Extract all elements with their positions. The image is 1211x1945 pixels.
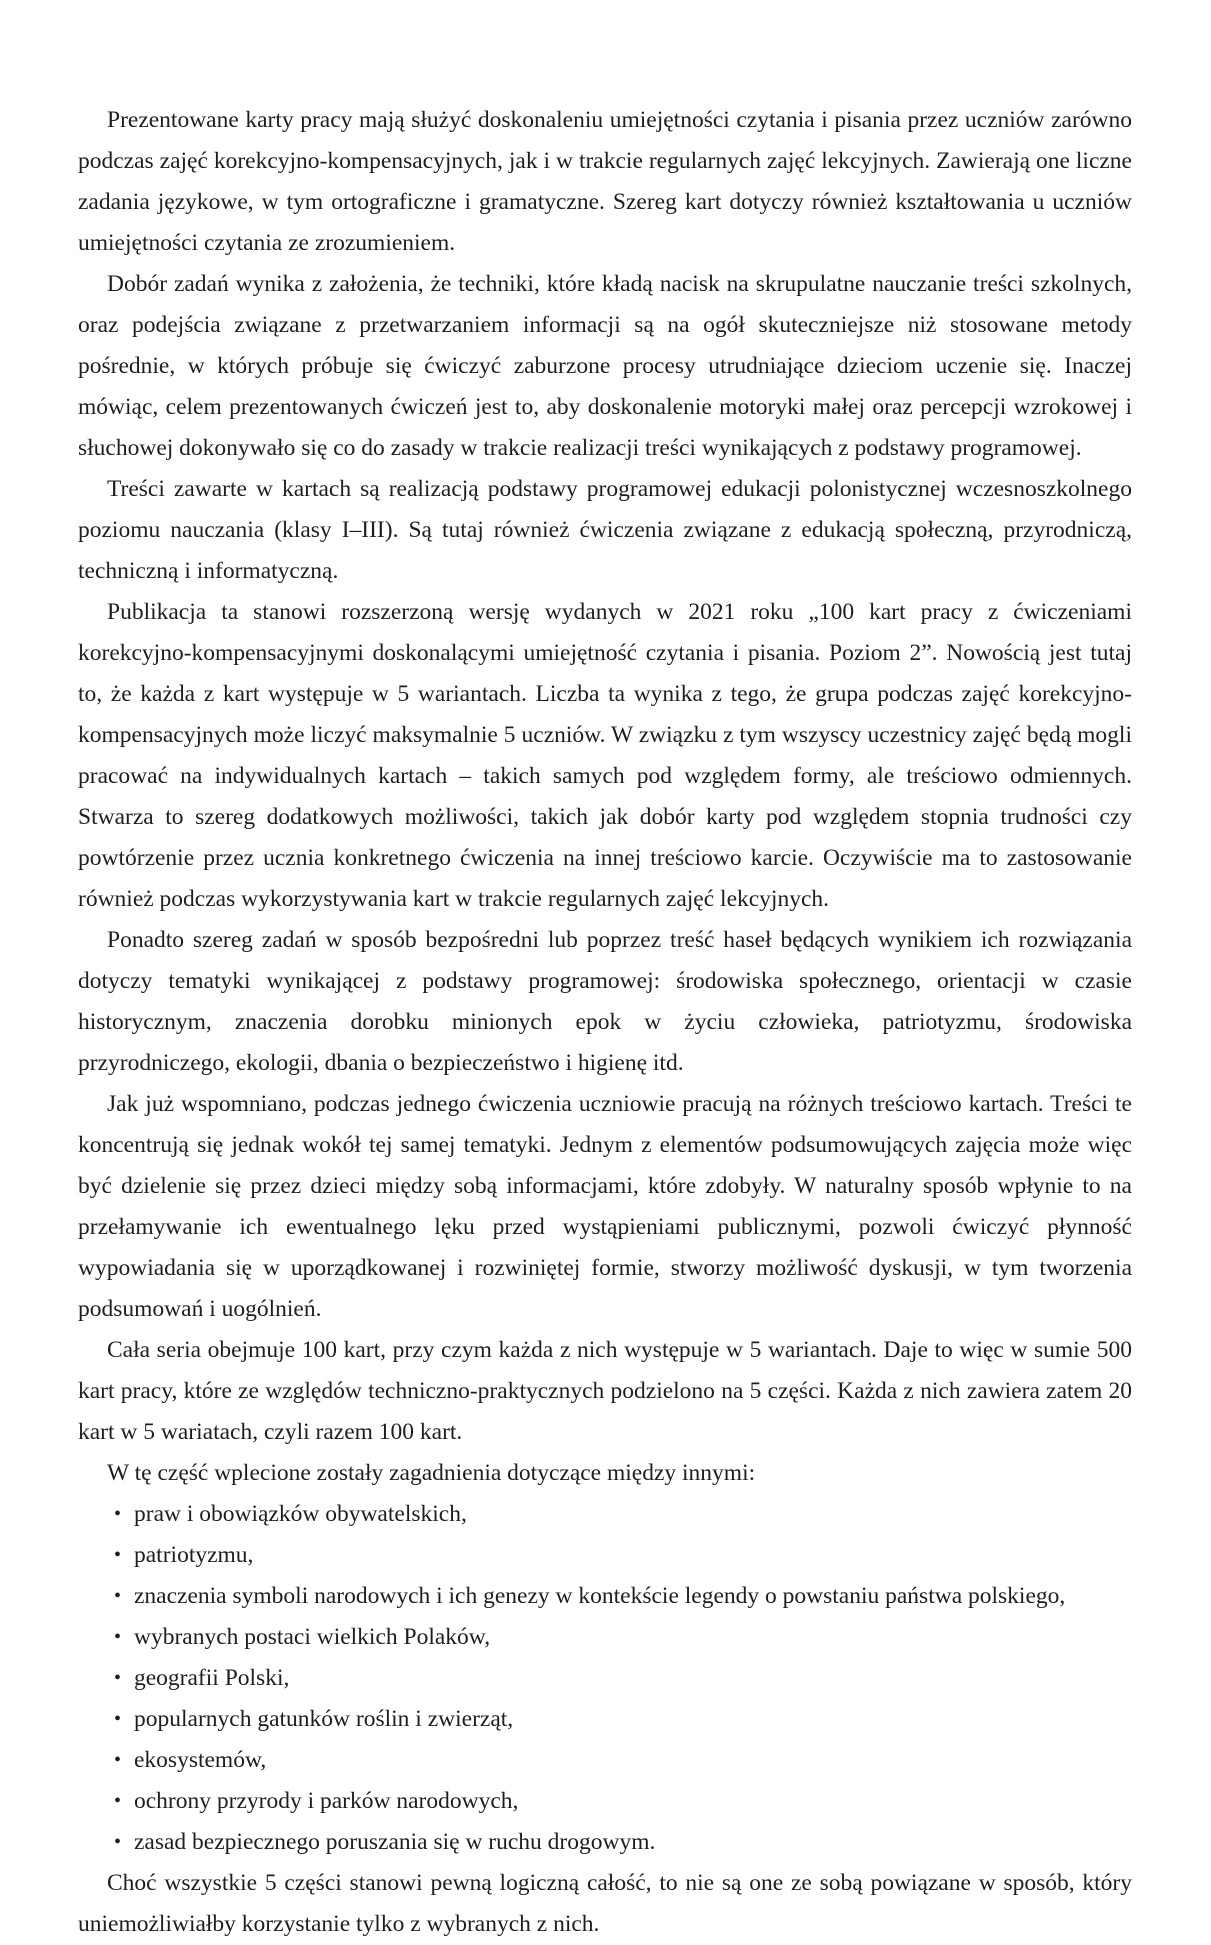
bullet-item: • patriotyzmu,	[78, 1535, 1132, 1576]
paragraph: Dobór zadań wynika z założenia, że techniki, które kładą nacisk na skrupulatne nauczanie treści szkolnych, oraz podejścia związane z przetwarzaniem informacji są na ogół skuteczniejsze niż stosowane metody pośrednie, w których próbuje się ćwiczyć zaburzone procesy utrudniające dzieciom uczenie się. Inaczej mówiąc, celem prezentowanych ćwiczeń jest to, aby doskonalenie motoryki małej oraz percepcji wzrokowej i słuchowej dokonywało się co do zasady w trakcie realizacji treści wynikających z podstawy programowej.	[78, 271, 1132, 461]
bullet-item: • praw i obowiązków obywatelskich,	[78, 1494, 1132, 1535]
paragraph: Prezentowane karty pracy mają służyć doskonaleniu umiejętności czytania i pisania przez uczniów zarówno podczas zajęć korekcyjno-kompensacyjnych, jak i w trakcie regularnych zajęć lekcyjnych. Zawierają one liczne zadania językowe, w tym ortograficzne i gramatyczne. Szereg kart dotyczy również kształtowania u uczniów umiejętności czytania ze zrozumieniem.	[78, 107, 1132, 256]
paragraph: Ponadto szereg zadań w sposób bezpośredni lub poprzez treść haseł będących wynikiem ich rozwiązania dotyczy tematyki wynikającej z podstawy programowej: środowiska społecznego, orientacji w czasie historycznym, znaczenia dorobku minionych epok w życiu człowieka, patriotyzmu, środowiska przyrodniczego, ekologii, dbania o bezpieczeństwo i higienę itd.	[78, 927, 1132, 1076]
bullet-item: • wybranych postaci wielkich Polaków,	[78, 1617, 1132, 1658]
bullet-item: • ekosystemów,	[78, 1740, 1132, 1781]
closing-paragraph: Choć wszystkie 5 części stanowi pewną logiczną całość, to nie są one ze sobą powiązane w sposób, który uniemożliwiałby korzystanie tylko z wybranych z nich.	[78, 1870, 1132, 1937]
bullet-item: • zasad bezpiecznego poruszania się w ruchu drogowym.	[78, 1822, 1132, 1863]
bullet-item: • znaczenia symboli narodowych i ich genezy w kontekście legendy o powstaniu państwa polskiego,	[78, 1576, 1132, 1617]
list-intro-paragraph: W tę część wplecione zostały zagadnienia dotyczące między innymi:	[107, 1460, 756, 1486]
bullet-item: • geografii Polski,	[78, 1658, 1132, 1699]
bullet-item: • popularnych gatunków roślin i zwierząt,	[78, 1699, 1132, 1740]
paragraph: Treści zawarte w kartach są realizacją podstawy programowej edukacji polonistycznej wczesnoszkolnego poziomu nauczania (klasy I–III). Są tutaj również ćwiczenia związane z edukacją społeczną, przyrodniczą, techniczną i informatyczną.	[78, 476, 1132, 584]
topics-list	[78, 1494, 1132, 1863]
bullet-item: • ochrony przyrody i parków narodowych,	[78, 1781, 1132, 1822]
text-block	[78, 100, 1132, 1945]
paragraph: Publikacja ta stanowi rozszerzoną wersję wydanych w 2021 roku „100 kart pracy z ćwiczeniami korekcyjno-kompensacyjnymi doskonalącymi umiejętność czytania i pisania. Poziom 2”. Nowością jest tutaj to, że każda z kart występuje w 5 wariantach. Liczba ta wynika z tego, że grupa podczas zajęć korekcyjno-kompensacyjnych może liczyć maksymalnie 5 uczniów. W związku z tym wszyscy uczestnicy zajęć będą mogli pracować na indywidualnych kartach – takich samych pod względem formy, ale treściowo odmiennych. Stwarza to szereg dodatkowych możliwości, takich jak dobór karty pod względem stopnia trudności czy powtórzenie przez ucznia konkretnego ćwiczenia na innej treściowo karcie. Oczywiście ma to zastosowanie również podczas wykorzystywania kart w trakcie regularnych zajęć lekcyjnych.	[78, 599, 1132, 912]
paragraph: Cała seria obejmuje 100 kart, przy czym każda z nich występuje w 5 wariantach. Daje to więc w sumie 500 kart pracy, które ze względów techniczno-praktycznych podzielono na 5 części. Każda z nich zawiera zatem 20 kart w 5 wariatach, czyli razem 100 kart.	[78, 1337, 1132, 1445]
paragraph: Jak już wspomniano, podczas jednego ćwiczenia uczniowie pracują na różnych treściowo kartach. Treści te koncentrują się jednak wokół tej samej tematyki. Jednym z elementów podsumowujących zajęcia może więc być dzielenie się przez dzieci między sobą informacjami, które zdobyły. W naturalny sposób wpłynie to na przełamywanie ich ewentualnego lęku przed wystąpieniami publicznymi, pozwoli ćwiczyć płynność wypowiadania się w uporządkowanej i rozwiniętej formie, stworzy możliwość dyskusji, w tym tworzenia podsumowań i uogólnień.	[78, 1091, 1132, 1322]
